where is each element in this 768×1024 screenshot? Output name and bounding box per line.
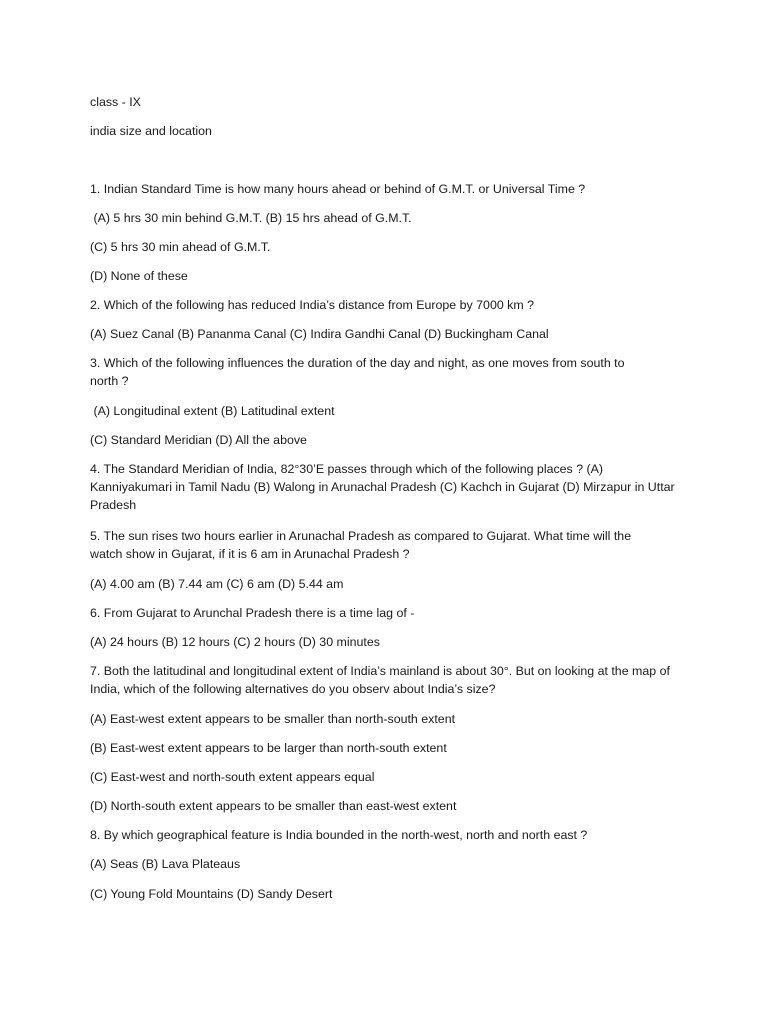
question-5-options: (A) 4.00 am (B) 7.44 am (C) 6 am (D) 5.44 am: [90, 577, 344, 591]
question-7-option-c: (C) East-west and north-south extent appears equal: [90, 770, 375, 784]
class-label: class - IX: [90, 95, 141, 109]
question-4: 4. The Standard Meridian of India, 82°30’E passes through which of the following places ? (A) Kanniyakumari in Tamil Nadu (B) Walong in Arunachal Pradesh (C) Kachch in Gujarat (D) Mirzapur in Uttar Pradesh: [90, 462, 679, 512]
question-1-options-a-b: (A) 5 hrs 30 min behind G.M.T. (B) 15 hrs ahead of G.M.T.: [90, 211, 412, 225]
question-2: 2. Which of the following has reduced India’s distance from Europe by 7000 km ?: [90, 298, 535, 312]
topic-title: india size and location: [90, 124, 212, 138]
question-8-options-a-b: (A) Seas (B) Lava Plateaus: [90, 857, 241, 871]
question-6-options: (A) 24 hours (B) 12 hours (C) 2 hours (D) 30 minutes: [90, 635, 380, 649]
question-2-options: (A) Suez Canal (B) Pananma Canal (C) Indira Gandhi Canal (D) Buckingham Canal: [90, 327, 549, 341]
question-3-options-a-b: (A) Longitudinal extent (B) Latitudinal extent: [90, 404, 335, 418]
question-3-options-c-d: (C) Standard Meridian (D) All the above: [90, 433, 307, 447]
question-1-option-d: (D) None of these: [90, 269, 188, 283]
question-7-option-b: (B) East-west extent appears to be larger than north-south extent: [90, 741, 447, 755]
question-8: 8. By which geographical feature is India bounded in the north-west, north and north east ?: [90, 828, 588, 842]
question-5: 5. The sun rises two hours earlier in Arunachal Pradesh as compared to Gujarat. What time will the watch show in Gujarat, if it is 6 am in Arunachal Pradesh ?: [90, 529, 635, 561]
question-7: 7. Both the latitudinal and longitudinal extent of India’s mainland is about 30°. But on looking at the map of India, which of the following alternatives do you observ about India’s size?: [90, 664, 674, 696]
question-6: 6. From Gujarat to Arunchal Pradesh there is a time lag of -: [90, 606, 415, 620]
question-1-option-c: (C) 5 hrs 30 min ahead of G.M.T.: [90, 240, 271, 254]
question-3: 3. Which of the following influences the duration of the day and night, as one moves from south to north ?: [90, 356, 628, 388]
question-7-option-d: (D) North-south extent appears to be smaller than east-west extent: [90, 799, 457, 813]
question-8-options-c-d: (C) Young Fold Mountains (D) Sandy Desert: [90, 887, 333, 901]
question-1: 1. Indian Standard Time is how many hours ahead or behind of G.M.T. or Universal Time ?: [90, 182, 586, 196]
question-7-option-a: (A) East-west extent appears to be smaller than north-south extent: [90, 712, 456, 726]
